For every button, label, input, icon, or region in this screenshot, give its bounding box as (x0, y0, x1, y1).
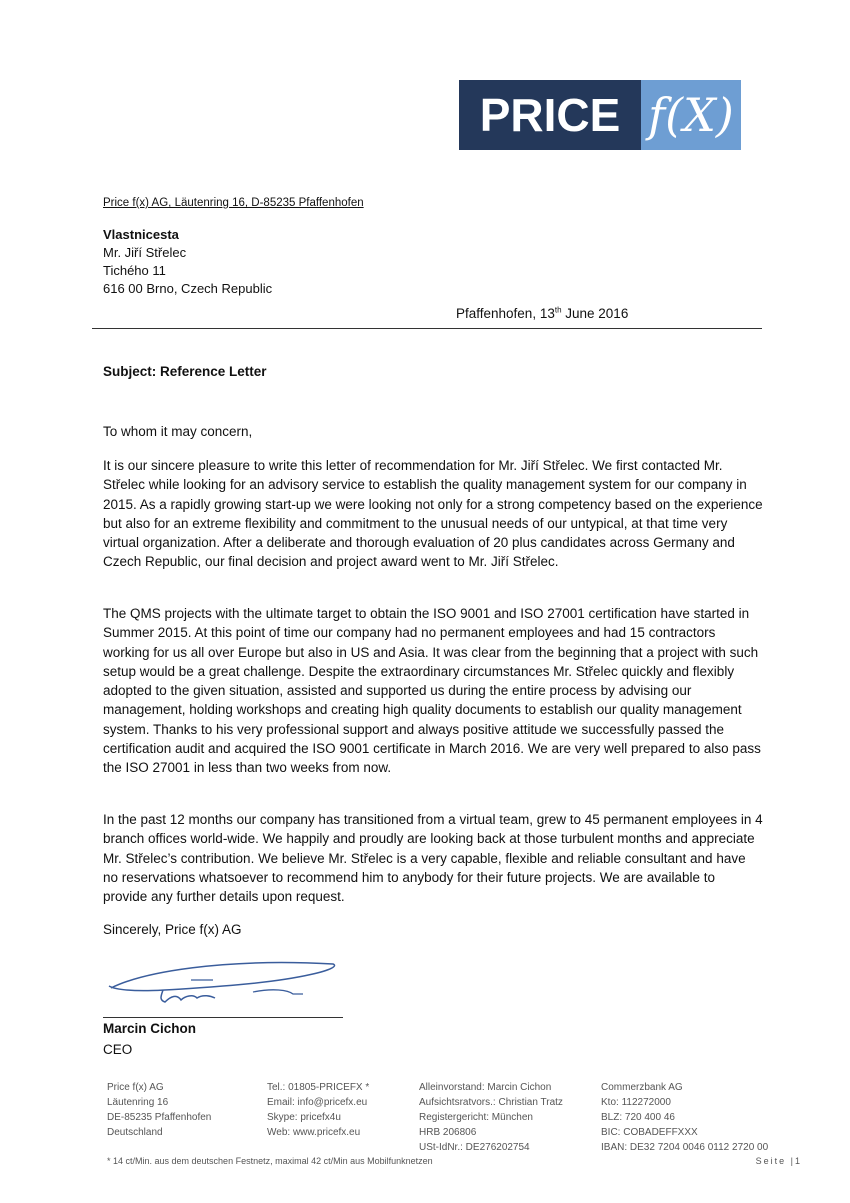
footer-line: Commerzbank AG (601, 1082, 683, 1093)
header-divider (92, 328, 762, 329)
recipient-company: Vlastnicesta (103, 227, 179, 242)
footer-line: DE-85235 Pfaffenhofen (107, 1112, 212, 1123)
footer-line: Kto: 112272000 (601, 1097, 671, 1108)
footer-line: Email: info@pricefx.eu (267, 1097, 368, 1108)
logo-text-price: PRICE (459, 80, 641, 150)
sender-address-line: Price f(x) AG, Läutenring 16, D-85235 Pfaffenhofen (103, 197, 364, 209)
company-logo (459, 80, 741, 150)
signature-line (103, 1017, 343, 1018)
date-prefix: Pfaffenhofen, 13 (456, 306, 555, 321)
footer-line: Registergericht: München (419, 1112, 533, 1123)
date-ordinal-suffix: th (554, 305, 562, 315)
footer-line: HRB 206806 (419, 1127, 477, 1138)
footer-legal-column (419, 1080, 563, 1155)
body-paragraph-2: The QMS projects with the ultimate target to obtain the ISO 9001 and ISO 27001 certification have started in Summer 2015. At this point of time our company had no permanent employees and had 15 contractors working for us all over Europe but also in US and Asia. It was clear from the beginning that a project with such setup would be a great challenge. Despite the extraordinary circumstances Mr. Střelec quickly and flexibly adopted to the given situation, assisted and supported us during the entire process by advising our management, holding workshops and creating high quality documents to establish our quality management system. Thanks to his very professional support and always positive attitude we successfully passed the certification audit and acquired the ISO 9001 certificate in March 2016. We are very well prepared to also pass the ISO 27001 in less than two weeks from now. (103, 606, 761, 776)
footer-footnote: * 14 ct/Min. aus dem deutschen Festnetz, maximal 42 ct/Min aus Mobilfunknetzen (107, 1156, 433, 1166)
signer-title: CEO (103, 1042, 133, 1057)
handwritten-signature (103, 950, 343, 1018)
footer-line: BLZ: 720 400 46 (601, 1112, 675, 1123)
recipient-city: 616 00 Brno, Czech Republic (103, 281, 273, 296)
footer-bank-column (601, 1080, 768, 1155)
footer-line: IBAN: DE32 7204 0046 0112 2720 00 (601, 1142, 769, 1153)
letter-subject: Subject: Reference Letter (103, 364, 267, 379)
footer-contact-column (267, 1080, 369, 1140)
recipient-name: Mr. Jiří Střelec (103, 245, 187, 260)
page-number: Seite |1 (755, 1156, 802, 1166)
logo-text-fx: f(X) (641, 80, 741, 150)
footer-line: Tel.: 01805-PRICEFX * (267, 1082, 370, 1093)
date-rest: June 2016 (561, 306, 629, 321)
letter-salutation: To whom it may concern, (103, 424, 253, 439)
footer-line: Price f(x) AG (107, 1082, 164, 1093)
footer-line: USt-IdNr.: DE276202754 (419, 1142, 530, 1153)
footer-line: Deutschland (107, 1127, 163, 1138)
footer-address-column (107, 1080, 211, 1140)
body-paragraph-1: It is our sincere pleasure to write this letter of recommendation for Mr. Jiří Střelec. We first contacted Mr. Střelec while looking for an advisory service to establish the quality management system for our company in 2015. As a rapidly growing start-up we were looking not only for a strong competency based on the experience but also for an extreme flexibility and commitment to the unusual needs of our untypical, at that time very virtual organization. After a deliberate and thorough evaluation of 20 plus candidates across Germany and Czech Republic, our final decision and project award went to Mr. Jiří Střelec. (103, 458, 763, 570)
footer-line: Web: www.pricefx.eu (267, 1127, 361, 1138)
footer-line: Aufsichtsratvors.: Christian Tratz (419, 1097, 563, 1108)
footer-line: BIC: COBADEFFXXX (601, 1127, 698, 1138)
footer-line: Alleinvorstand: Marcin Cichon (419, 1082, 552, 1093)
recipient-address (103, 226, 272, 298)
letter-date (456, 306, 628, 321)
letter-closing: Sincerely, Price f(x) AG (103, 922, 242, 937)
body-paragraph-3: In the past 12 months our company has transitioned from a virtual team, grew to 45 permanent employees in 4 branch offices world-wide. We happily and proudly are looking back at those turbulent months and appreciate Mr. Střelec’s contribution. We believe Mr. Střelec is a very capable, flexible and reliable consultant and have no reservations whatsoever to recommend him to anybody for their future projects. We are available to provide any further details upon request. (103, 812, 763, 905)
signer-name: Marcin Cichon (103, 1021, 197, 1036)
footer-line: Läutenring 16 (107, 1097, 169, 1108)
recipient-street: Tichého 11 (103, 263, 166, 278)
footer-line: Skype: pricefx4u (267, 1112, 341, 1123)
